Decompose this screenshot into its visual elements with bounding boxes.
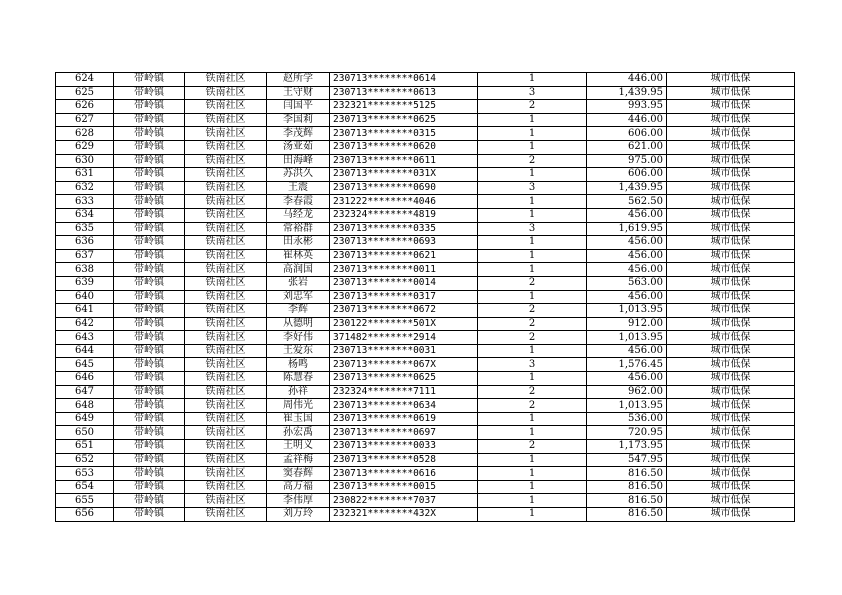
row-number-cell: 629 bbox=[56, 140, 114, 154]
id-number-cell: 230713********0335 bbox=[330, 222, 478, 236]
row-number-cell: 635 bbox=[56, 222, 114, 236]
household-count-cell: 1 bbox=[478, 73, 587, 87]
row-number-cell: 636 bbox=[56, 236, 114, 250]
name-cell: 窦春辉 bbox=[267, 467, 330, 481]
town-cell: 带岭镇 bbox=[114, 440, 185, 454]
assistance-type-cell: 城市低保 bbox=[667, 358, 795, 372]
id-number-cell: 230713********0616 bbox=[330, 467, 478, 481]
community-cell: 铁南社区 bbox=[185, 344, 267, 358]
table-row bbox=[56, 372, 795, 386]
household-count-cell: 1 bbox=[478, 208, 587, 222]
amount-cell: 816.50 bbox=[587, 480, 667, 494]
amount-cell: 456.00 bbox=[587, 249, 667, 263]
table-row bbox=[56, 86, 795, 100]
community-cell: 铁南社区 bbox=[185, 399, 267, 413]
assistance-type-cell: 城市低保 bbox=[667, 195, 795, 209]
name-cell: 李好伟 bbox=[267, 331, 330, 345]
assistance-type-cell: 城市低保 bbox=[667, 290, 795, 304]
amount-cell: 1,576.45 bbox=[587, 358, 667, 372]
town-cell: 带岭镇 bbox=[114, 290, 185, 304]
community-cell: 铁南社区 bbox=[185, 236, 267, 250]
town-cell: 带岭镇 bbox=[114, 399, 185, 413]
town-cell: 带岭镇 bbox=[114, 86, 185, 100]
name-cell: 孙宏禹 bbox=[267, 426, 330, 440]
name-cell: 高万福 bbox=[267, 480, 330, 494]
town-cell: 带岭镇 bbox=[114, 73, 185, 87]
amount-cell: 1,013.95 bbox=[587, 331, 667, 345]
assistance-type-cell: 城市低保 bbox=[667, 86, 795, 100]
household-count-cell: 1 bbox=[478, 113, 587, 127]
amount-cell: 1,619.95 bbox=[587, 222, 667, 236]
row-number-cell: 650 bbox=[56, 426, 114, 440]
amount-cell: 456.00 bbox=[587, 290, 667, 304]
household-count-cell: 1 bbox=[478, 412, 587, 426]
town-cell: 带岭镇 bbox=[114, 508, 185, 522]
community-cell: 铁南社区 bbox=[185, 86, 267, 100]
assistance-type-cell: 城市低保 bbox=[667, 236, 795, 250]
name-cell: 李伟厚 bbox=[267, 494, 330, 508]
assistance-type-cell: 城市低保 bbox=[667, 480, 795, 494]
name-cell: 闫国平 bbox=[267, 100, 330, 114]
community-cell: 铁南社区 bbox=[185, 372, 267, 386]
id-number-cell: 230713********0625 bbox=[330, 372, 478, 386]
household-count-cell: 2 bbox=[478, 154, 587, 168]
community-cell: 铁南社区 bbox=[185, 263, 267, 277]
table-row bbox=[56, 113, 795, 127]
household-count-cell: 1 bbox=[478, 236, 587, 250]
community-cell: 铁南社区 bbox=[185, 426, 267, 440]
amount-cell: 816.50 bbox=[587, 494, 667, 508]
assistance-type-cell: 城市低保 bbox=[667, 181, 795, 195]
amount-cell: 912.00 bbox=[587, 317, 667, 331]
row-number-cell: 628 bbox=[56, 127, 114, 141]
community-cell: 铁南社区 bbox=[185, 127, 267, 141]
table-row bbox=[56, 426, 795, 440]
town-cell: 带岭镇 bbox=[114, 331, 185, 345]
community-cell: 铁南社区 bbox=[185, 154, 267, 168]
assistance-type-cell: 城市低保 bbox=[667, 154, 795, 168]
name-cell: 王震 bbox=[267, 181, 330, 195]
table-row bbox=[56, 195, 795, 209]
community-cell: 铁南社区 bbox=[185, 168, 267, 182]
community-cell: 铁南社区 bbox=[185, 113, 267, 127]
town-cell: 带岭镇 bbox=[114, 236, 185, 250]
amount-cell: 621.00 bbox=[587, 140, 667, 154]
town-cell: 带岭镇 bbox=[114, 304, 185, 318]
id-number-cell: 230713********0619 bbox=[330, 412, 478, 426]
id-number-cell: 230713********0621 bbox=[330, 249, 478, 263]
amount-cell: 563.00 bbox=[587, 276, 667, 290]
table-row bbox=[56, 154, 795, 168]
assistance-type-cell: 城市低保 bbox=[667, 276, 795, 290]
amount-cell: 962.00 bbox=[587, 385, 667, 399]
community-cell: 铁南社区 bbox=[185, 331, 267, 345]
community-cell: 铁南社区 bbox=[185, 358, 267, 372]
assistance-type-cell: 城市低保 bbox=[667, 412, 795, 426]
id-number-cell: 230713********0033 bbox=[330, 440, 478, 454]
table-row bbox=[56, 467, 795, 481]
assistance-type-cell: 城市低保 bbox=[667, 317, 795, 331]
name-cell: 马经龙 bbox=[267, 208, 330, 222]
amount-cell: 816.50 bbox=[587, 467, 667, 481]
town-cell: 带岭镇 bbox=[114, 249, 185, 263]
id-number-cell: 230713********0031 bbox=[330, 344, 478, 358]
name-cell: 崔林英 bbox=[267, 249, 330, 263]
id-number-cell: 230713********0317 bbox=[330, 290, 478, 304]
community-cell: 铁南社区 bbox=[185, 494, 267, 508]
table-row bbox=[56, 263, 795, 277]
assistance-type-cell: 城市低保 bbox=[667, 208, 795, 222]
community-cell: 铁南社区 bbox=[185, 304, 267, 318]
name-cell: 孙祥 bbox=[267, 385, 330, 399]
name-cell: 李国莉 bbox=[267, 113, 330, 127]
amount-cell: 456.00 bbox=[587, 208, 667, 222]
row-number-cell: 647 bbox=[56, 385, 114, 399]
amount-cell: 446.00 bbox=[587, 113, 667, 127]
name-cell: 田永彬 bbox=[267, 236, 330, 250]
table-row bbox=[56, 317, 795, 331]
name-cell: 赵所学 bbox=[267, 73, 330, 87]
table-row bbox=[56, 494, 795, 508]
name-cell: 王爱东 bbox=[267, 344, 330, 358]
table-row bbox=[56, 276, 795, 290]
name-cell: 李辉 bbox=[267, 304, 330, 318]
assistance-type-cell: 城市低保 bbox=[667, 385, 795, 399]
table-row bbox=[56, 440, 795, 454]
row-number-cell: 643 bbox=[56, 331, 114, 345]
id-number-cell: 230713********0528 bbox=[330, 453, 478, 467]
amount-cell: 456.00 bbox=[587, 372, 667, 386]
amount-cell: 993.95 bbox=[587, 100, 667, 114]
community-cell: 铁南社区 bbox=[185, 140, 267, 154]
household-count-cell: 2 bbox=[478, 399, 587, 413]
row-number-cell: 645 bbox=[56, 358, 114, 372]
household-count-cell: 1 bbox=[478, 344, 587, 358]
assistance-type-cell: 城市低保 bbox=[667, 168, 795, 182]
amount-cell: 1,439.95 bbox=[587, 181, 667, 195]
name-cell: 王明义 bbox=[267, 440, 330, 454]
table-row bbox=[56, 480, 795, 494]
row-number-cell: 626 bbox=[56, 100, 114, 114]
community-cell: 铁南社区 bbox=[185, 195, 267, 209]
town-cell: 带岭镇 bbox=[114, 154, 185, 168]
name-cell: 杨鸣 bbox=[267, 358, 330, 372]
household-count-cell: 1 bbox=[478, 494, 587, 508]
id-number-cell: 230713********0693 bbox=[330, 236, 478, 250]
name-cell: 孟祥梅 bbox=[267, 453, 330, 467]
household-count-cell: 2 bbox=[478, 385, 587, 399]
amount-cell: 606.00 bbox=[587, 127, 667, 141]
row-number-cell: 644 bbox=[56, 344, 114, 358]
row-number-cell: 630 bbox=[56, 154, 114, 168]
community-cell: 铁南社区 bbox=[185, 208, 267, 222]
row-number-cell: 640 bbox=[56, 290, 114, 304]
table-row bbox=[56, 73, 795, 87]
community-cell: 铁南社区 bbox=[185, 467, 267, 481]
name-cell: 高润国 bbox=[267, 263, 330, 277]
household-count-cell: 2 bbox=[478, 276, 587, 290]
id-number-cell: 371482********2914 bbox=[330, 331, 478, 345]
row-number-cell: 646 bbox=[56, 372, 114, 386]
town-cell: 带岭镇 bbox=[114, 358, 185, 372]
id-number-cell: 232324********4819 bbox=[330, 208, 478, 222]
name-cell: 张岩 bbox=[267, 276, 330, 290]
household-count-cell: 2 bbox=[478, 440, 587, 454]
row-number-cell: 638 bbox=[56, 263, 114, 277]
household-count-cell: 1 bbox=[478, 426, 587, 440]
id-number-cell: 230713********0634 bbox=[330, 399, 478, 413]
household-count-cell: 1 bbox=[478, 480, 587, 494]
community-cell: 铁南社区 bbox=[185, 249, 267, 263]
table-row bbox=[56, 508, 795, 522]
row-number-cell: 651 bbox=[56, 440, 114, 454]
table-row bbox=[56, 304, 795, 318]
name-cell: 常裕群 bbox=[267, 222, 330, 236]
name-cell: 李茂辉 bbox=[267, 127, 330, 141]
id-number-cell: 230713********0625 bbox=[330, 113, 478, 127]
amount-cell: 547.95 bbox=[587, 453, 667, 467]
town-cell: 带岭镇 bbox=[114, 181, 185, 195]
row-number-cell: 641 bbox=[56, 304, 114, 318]
town-cell: 带岭镇 bbox=[114, 276, 185, 290]
amount-cell: 536.00 bbox=[587, 412, 667, 426]
community-cell: 铁南社区 bbox=[185, 181, 267, 195]
town-cell: 带岭镇 bbox=[114, 263, 185, 277]
assistance-type-cell: 城市低保 bbox=[667, 372, 795, 386]
amount-cell: 1,439.95 bbox=[587, 86, 667, 100]
table-row bbox=[56, 140, 795, 154]
table-row bbox=[56, 399, 795, 413]
name-cell: 刘忠军 bbox=[267, 290, 330, 304]
amount-cell: 456.00 bbox=[587, 236, 667, 250]
town-cell: 带岭镇 bbox=[114, 494, 185, 508]
town-cell: 带岭镇 bbox=[114, 412, 185, 426]
community-cell: 铁南社区 bbox=[185, 453, 267, 467]
table-row bbox=[56, 100, 795, 114]
community-cell: 铁南社区 bbox=[185, 290, 267, 304]
row-number-cell: 654 bbox=[56, 480, 114, 494]
town-cell: 带岭镇 bbox=[114, 453, 185, 467]
id-number-cell: 230713********0014 bbox=[330, 276, 478, 290]
id-number-cell: 230713********0672 bbox=[330, 304, 478, 318]
community-cell: 铁南社区 bbox=[185, 508, 267, 522]
household-count-cell: 1 bbox=[478, 140, 587, 154]
name-cell: 田海峰 bbox=[267, 154, 330, 168]
assistance-type-cell: 城市低保 bbox=[667, 304, 795, 318]
town-cell: 带岭镇 bbox=[114, 426, 185, 440]
household-count-cell: 1 bbox=[478, 453, 587, 467]
household-count-cell: 2 bbox=[478, 100, 587, 114]
row-number-cell: 648 bbox=[56, 399, 114, 413]
assistance-type-cell: 城市低保 bbox=[667, 440, 795, 454]
id-number-cell: 230713********0315 bbox=[330, 127, 478, 141]
id-number-cell: 230713********031X bbox=[330, 168, 478, 182]
town-cell: 带岭镇 bbox=[114, 113, 185, 127]
row-number-cell: 656 bbox=[56, 508, 114, 522]
id-number-cell: 231222********4046 bbox=[330, 195, 478, 209]
assistance-type-cell: 城市低保 bbox=[667, 453, 795, 467]
town-cell: 带岭镇 bbox=[114, 168, 185, 182]
household-count-cell: 2 bbox=[478, 331, 587, 345]
household-count-cell: 3 bbox=[478, 222, 587, 236]
town-cell: 带岭镇 bbox=[114, 140, 185, 154]
household-count-cell: 1 bbox=[478, 249, 587, 263]
table-row bbox=[56, 127, 795, 141]
assistance-type-cell: 城市低保 bbox=[667, 249, 795, 263]
name-cell: 李春霞 bbox=[267, 195, 330, 209]
table-row bbox=[56, 168, 795, 182]
assistance-type-cell: 城市低保 bbox=[667, 127, 795, 141]
name-cell: 周伟光 bbox=[267, 399, 330, 413]
id-number-cell: 230713********0613 bbox=[330, 86, 478, 100]
assistance-type-cell: 城市低保 bbox=[667, 344, 795, 358]
amount-cell: 446.00 bbox=[587, 73, 667, 87]
town-cell: 带岭镇 bbox=[114, 344, 185, 358]
assistance-type-cell: 城市低保 bbox=[667, 508, 795, 522]
assistance-type-cell: 城市低保 bbox=[667, 467, 795, 481]
table-row bbox=[56, 222, 795, 236]
id-number-cell: 230713********0620 bbox=[330, 140, 478, 154]
row-number-cell: 633 bbox=[56, 195, 114, 209]
row-number-cell: 652 bbox=[56, 453, 114, 467]
amount-cell: 1,173.95 bbox=[587, 440, 667, 454]
row-number-cell: 624 bbox=[56, 73, 114, 87]
id-number-cell: 230713********0611 bbox=[330, 154, 478, 168]
assistance-type-cell: 城市低保 bbox=[667, 331, 795, 345]
household-count-cell: 3 bbox=[478, 86, 587, 100]
table-row bbox=[56, 385, 795, 399]
household-count-cell: 1 bbox=[478, 508, 587, 522]
table-row bbox=[56, 358, 795, 372]
amount-cell: 456.00 bbox=[587, 263, 667, 277]
name-cell: 崔玉国 bbox=[267, 412, 330, 426]
household-count-cell: 1 bbox=[478, 290, 587, 304]
name-cell: 王守财 bbox=[267, 86, 330, 100]
amount-cell: 606.00 bbox=[587, 168, 667, 182]
id-number-cell: 230713********0015 bbox=[330, 480, 478, 494]
amount-cell: 1,013.95 bbox=[587, 304, 667, 318]
name-cell: 陈慧春 bbox=[267, 372, 330, 386]
community-cell: 铁南社区 bbox=[185, 317, 267, 331]
row-number-cell: 653 bbox=[56, 467, 114, 481]
table-row bbox=[56, 412, 795, 426]
id-number-cell: 232321********432X bbox=[330, 508, 478, 522]
table-row bbox=[56, 208, 795, 222]
community-cell: 铁南社区 bbox=[185, 480, 267, 494]
table-row bbox=[56, 290, 795, 304]
amount-cell: 456.00 bbox=[587, 344, 667, 358]
row-number-cell: 634 bbox=[56, 208, 114, 222]
id-number-cell: 232324********7111 bbox=[330, 385, 478, 399]
household-count-cell: 1 bbox=[478, 372, 587, 386]
amount-cell: 975.00 bbox=[587, 154, 667, 168]
assistance-type-cell: 城市低保 bbox=[667, 399, 795, 413]
table-row bbox=[56, 453, 795, 467]
household-count-cell: 1 bbox=[478, 467, 587, 481]
id-number-cell: 230822********7037 bbox=[330, 494, 478, 508]
community-cell: 铁南社区 bbox=[185, 73, 267, 87]
town-cell: 带岭镇 bbox=[114, 100, 185, 114]
amount-cell: 720.95 bbox=[587, 426, 667, 440]
id-number-cell: 232321********5125 bbox=[330, 100, 478, 114]
table-row bbox=[56, 236, 795, 250]
assistance-type-cell: 城市低保 bbox=[667, 73, 795, 87]
id-number-cell: 230122********501X bbox=[330, 317, 478, 331]
town-cell: 带岭镇 bbox=[114, 467, 185, 481]
household-count-cell: 3 bbox=[478, 358, 587, 372]
assistance-type-cell: 城市低保 bbox=[667, 494, 795, 508]
community-cell: 铁南社区 bbox=[185, 412, 267, 426]
row-number-cell: 649 bbox=[56, 412, 114, 426]
household-count-cell: 1 bbox=[478, 195, 587, 209]
row-number-cell: 631 bbox=[56, 168, 114, 182]
assistance-type-cell: 城市低保 bbox=[667, 100, 795, 114]
household-count-cell: 2 bbox=[478, 304, 587, 318]
community-cell: 铁南社区 bbox=[185, 440, 267, 454]
row-number-cell: 627 bbox=[56, 113, 114, 127]
id-number-cell: 230713********0011 bbox=[330, 263, 478, 277]
amount-cell: 816.50 bbox=[587, 508, 667, 522]
row-number-cell: 639 bbox=[56, 276, 114, 290]
household-count-cell: 2 bbox=[478, 317, 587, 331]
name-cell: 汤亚茹 bbox=[267, 140, 330, 154]
community-cell: 铁南社区 bbox=[185, 222, 267, 236]
table-row bbox=[56, 181, 795, 195]
town-cell: 带岭镇 bbox=[114, 317, 185, 331]
assistance-type-cell: 城市低保 bbox=[667, 222, 795, 236]
assistance-type-cell: 城市低保 bbox=[667, 263, 795, 277]
household-count-cell: 1 bbox=[478, 263, 587, 277]
household-count-cell: 3 bbox=[478, 181, 587, 195]
row-number-cell: 632 bbox=[56, 181, 114, 195]
table-row bbox=[56, 331, 795, 345]
recipient-table bbox=[55, 72, 795, 522]
row-number-cell: 655 bbox=[56, 494, 114, 508]
assistance-type-cell: 城市低保 bbox=[667, 113, 795, 127]
town-cell: 带岭镇 bbox=[114, 222, 185, 236]
id-number-cell: 230713********067X bbox=[330, 358, 478, 372]
amount-cell: 1,013.95 bbox=[587, 399, 667, 413]
household-count-cell: 1 bbox=[478, 127, 587, 141]
row-number-cell: 642 bbox=[56, 317, 114, 331]
community-cell: 铁南社区 bbox=[185, 100, 267, 114]
community-cell: 铁南社区 bbox=[185, 385, 267, 399]
town-cell: 带岭镇 bbox=[114, 127, 185, 141]
town-cell: 带岭镇 bbox=[114, 195, 185, 209]
name-cell: 刘万玲 bbox=[267, 508, 330, 522]
town-cell: 带岭镇 bbox=[114, 208, 185, 222]
household-count-cell: 1 bbox=[478, 168, 587, 182]
table-row bbox=[56, 249, 795, 263]
community-cell: 铁南社区 bbox=[185, 276, 267, 290]
town-cell: 带岭镇 bbox=[114, 385, 185, 399]
id-number-cell: 230713********0614 bbox=[330, 73, 478, 87]
name-cell: 从德明 bbox=[267, 317, 330, 331]
id-number-cell: 230713********0690 bbox=[330, 181, 478, 195]
assistance-type-cell: 城市低保 bbox=[667, 426, 795, 440]
id-number-cell: 230713********0697 bbox=[330, 426, 478, 440]
assistance-type-cell: 城市低保 bbox=[667, 140, 795, 154]
amount-cell: 562.50 bbox=[587, 195, 667, 209]
town-cell: 带岭镇 bbox=[114, 372, 185, 386]
row-number-cell: 625 bbox=[56, 86, 114, 100]
table-body bbox=[56, 73, 795, 522]
table-row bbox=[56, 344, 795, 358]
town-cell: 带岭镇 bbox=[114, 480, 185, 494]
name-cell: 苏洪久 bbox=[267, 168, 330, 182]
row-number-cell: 637 bbox=[56, 249, 114, 263]
